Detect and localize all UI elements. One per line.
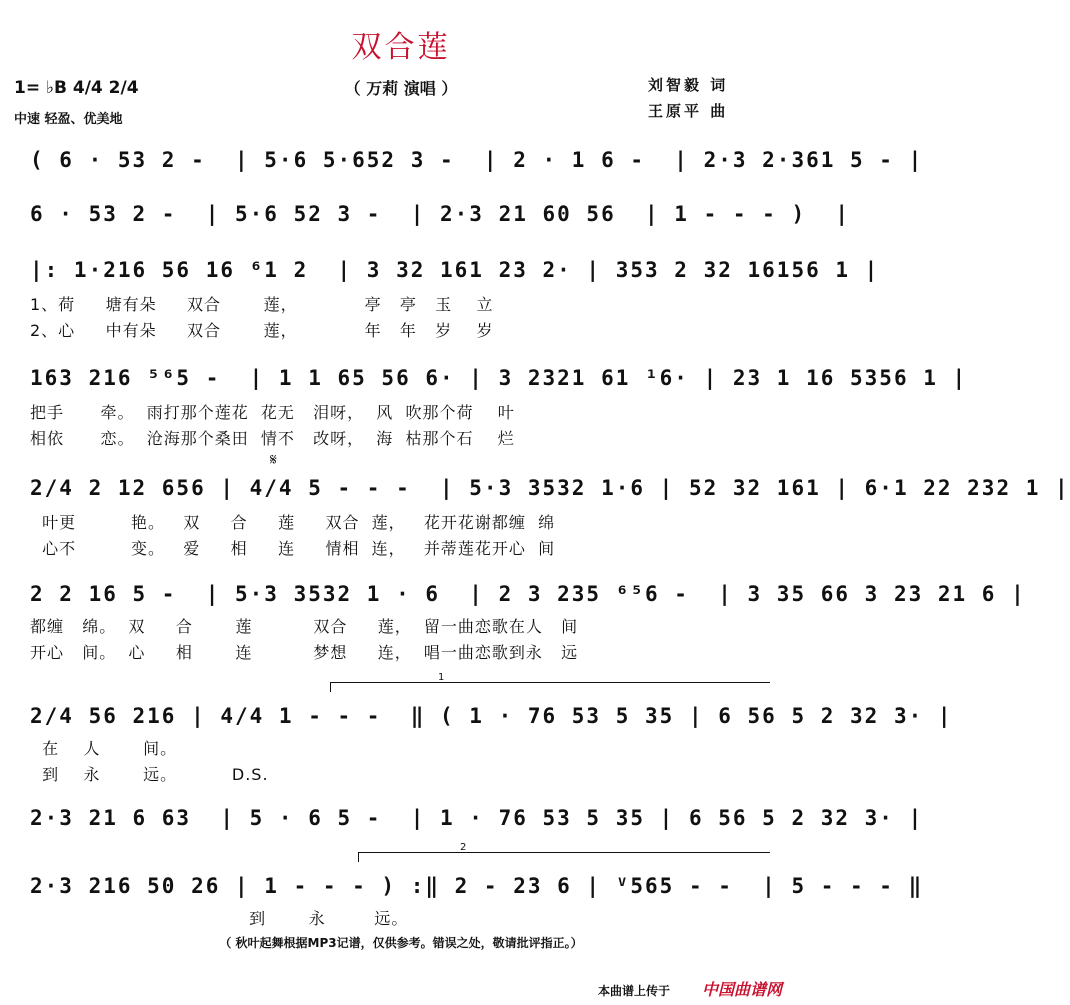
lyric-line: 叶更 艳。 双 合 莲 双合 莲， 花开花谢都缠 绵 (30, 513, 556, 532)
score-row-1 (0, 146, 924, 178)
notation-line: 2·3 21 6 63 | 5 · 6 5 - | 1 · 76 53 5 35 | 6 56 5 2 32 3· | (30, 806, 924, 830)
lyric-line: 开心 间。 心 相 连 梦想 连， 唱一曲恋歌到永 远 (30, 643, 579, 662)
lyric-line: 相依 恋。 沧海那个桑田 情不 改呀， 海 枯那个石 烂 (30, 429, 515, 448)
volta-2-tick (358, 852, 359, 862)
site-logo[interactable]: 中国曲谱网 (702, 980, 783, 999)
volta-2-number: 2 (460, 842, 467, 853)
notation-line: 2/4 2 12 656 | 4/4 5 - - - | 5·3 3532 1·6 | 52 32 161 | 6·1 22 232 1 | (30, 476, 1070, 500)
score-row-8 (0, 804, 924, 836)
score-row-5 (0, 474, 1070, 506)
lyric-line: 2、心 中有朵 双合 莲， 年 年 岁 岁 (30, 321, 494, 340)
score-row-7 (0, 702, 953, 734)
segno-sign: 𝄋 (270, 450, 277, 469)
song-title: 双合莲 (351, 30, 451, 65)
lyric-line: 心不 变。 爱 相 连 情相 连， 并蒂莲花开心 间 (30, 539, 556, 558)
volta-2-bracket (358, 852, 770, 853)
lyric-line: 都缠 绵。 双 合 莲 双合 莲， 留一曲恋歌在人 间 (30, 617, 579, 636)
transcription-note: （ 秋叶起舞根据MP3记谱，仅供参考。错误之处，敬请批评指正。） (219, 936, 583, 950)
notation-line: 6 · 53 2 - | 5·6 52 3 - | 2·3 21 60 56 | 1 - - - ) | (30, 202, 851, 226)
lyric-line: 1、荷 塘有朵 双合 莲， 亭 亭 玉 立 (30, 295, 494, 314)
lyric-line: 到 永 远。 (30, 909, 409, 928)
score-row-4 (0, 364, 968, 396)
composer-credit: 王原平 曲 (648, 102, 729, 120)
lyric-line: 到 永 远。 D.S. (30, 765, 269, 784)
notation-line: |: 1·216 56 16 ⁶1 2 | 3 32 161 23 2· | 353 2 32 16156 1 | (30, 258, 880, 282)
lyric-line: 把手 牵。 雨打那个莲花 花无 泪呀， 风 吹那个荷 叶 (30, 403, 515, 422)
notation-line: 2/4 56 216 | 4/4 1 - - - ‖ ( 1 · 76 53 5 35 | 6 56 5 2 32 3· | (30, 704, 953, 728)
notation-line: ( 6 · 53 2 - | 5·6 5·652 3 - | 2 · 1 6 - | 2·3 2·361 5 - | (30, 148, 924, 172)
key-signature: 1= ♭B 4/4 2/4 (14, 78, 139, 98)
singer-credit: （ 万莉 演唱 ） (344, 79, 458, 98)
score-row-3 (0, 256, 880, 288)
lyric-line: 在 人 间。 (30, 739, 178, 758)
volta-1-bracket (330, 682, 770, 683)
footer-upload-text: 本曲谱上传于 (598, 984, 671, 998)
volta-1-number: 1 (438, 672, 445, 683)
notation-line: 2 2 16 5 - | 5·3 3532 1 · 6 | 2 3 235 ⁶⁵6 - | 3 35 66 3 23 21 6 | (30, 582, 1026, 606)
lyricist-credit: 刘智毅 词 (648, 76, 729, 94)
notation-line: 2·3 216 50 26 | 1 - - - ) :‖ 2 - 23 6 | ⱽ565 - - | 5 - - - ‖ (30, 874, 924, 898)
notation-line: 163 216 ⁵⁶5 - | 1 1 65 56 6· | 3 2321 61 ¹6· | 23 1 16 5356 1 | (30, 366, 968, 390)
score-row-9 (0, 872, 924, 904)
tempo-marking: 中速 轻盈、优美地 (14, 112, 123, 127)
score-row-6 (0, 580, 1026, 612)
score-row-2 (0, 200, 851, 232)
volta-1-tick (330, 682, 331, 692)
